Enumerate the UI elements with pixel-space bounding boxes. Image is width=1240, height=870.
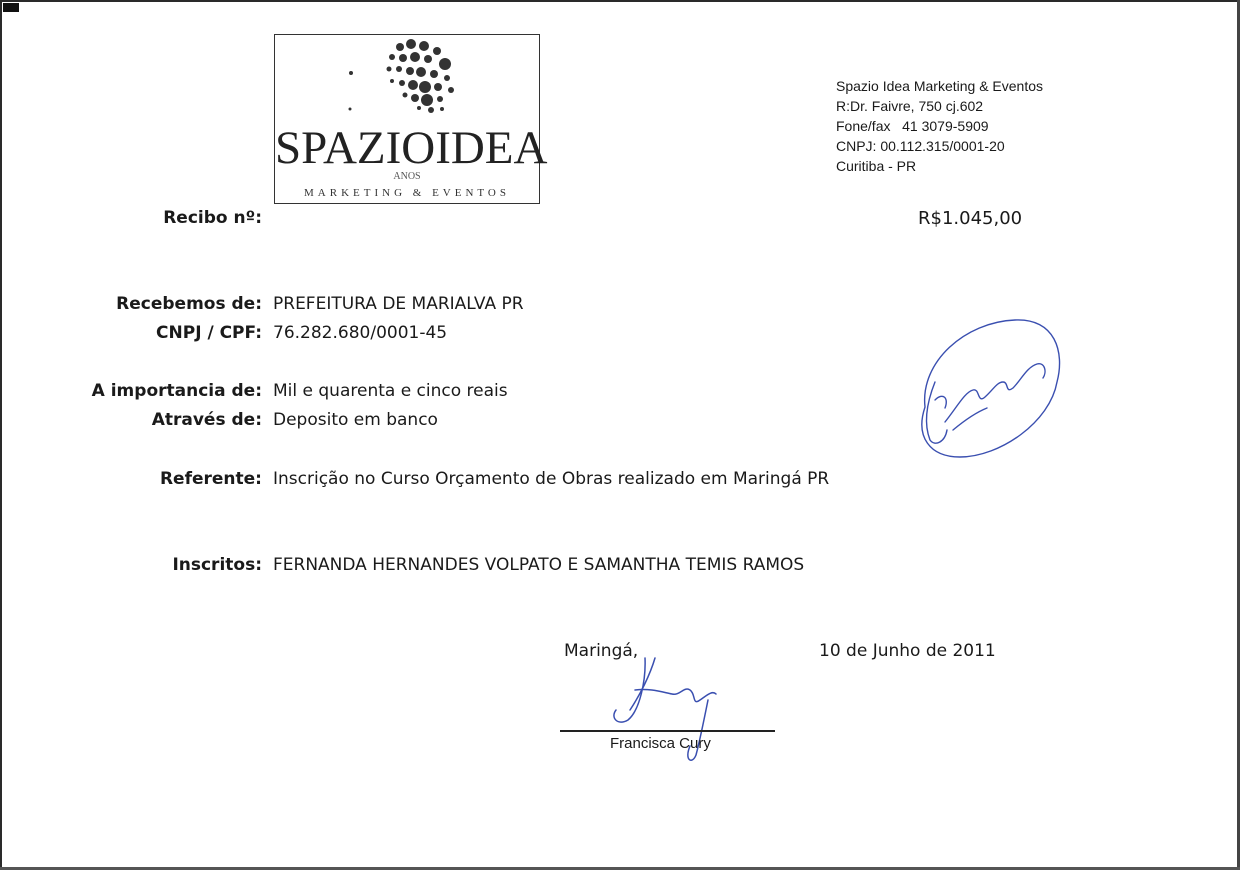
- signature-line: [560, 730, 775, 732]
- company-address: R:Dr. Faivre, 750 cj.602: [836, 98, 984, 114]
- atraves-label: Através de:: [151, 410, 262, 430]
- importancia-value: Mil e quarenta e cinco reais: [273, 381, 508, 401]
- receipt-amount: R$1.045,00: [918, 208, 1023, 229]
- company-info: [836, 76, 1043, 176]
- scan-corner-mark: [3, 3, 19, 12]
- receipt-number-label: Recibo nº:: [163, 208, 262, 228]
- scan-border-top: [0, 0, 1240, 2]
- recebemos-value: PREFEITURA DE MARIALVA PR: [273, 294, 524, 314]
- atraves-value: Deposito em banco: [273, 410, 438, 430]
- blue-initials-stamp: [905, 312, 1070, 467]
- cnpj-label: CNPJ / CPF:: [156, 323, 262, 343]
- signer-name: Francisca Cury: [610, 735, 711, 752]
- inscritos-label: Inscritos:: [172, 555, 262, 575]
- company-logo: [274, 34, 548, 204]
- receipt-date: 10 de Junho de 2011: [819, 641, 996, 661]
- referente-label: Referente:: [159, 469, 262, 489]
- company-name: Spazio Idea Marketing & Eventos: [836, 78, 1044, 94]
- inscritos-value: FERNANDA HERNANDES VOLPATO E SAMANTHA TEMIS RAMOS: [273, 555, 805, 575]
- logo-sub: ANOS: [393, 171, 421, 182]
- logo-wordmark: SPAZIOIDEA: [275, 122, 548, 174]
- company-cnpj: CNPJ: 00.112.315/0001-20: [836, 138, 1005, 154]
- referente-value: Inscrição no Curso Orçamento de Obras realizado em Maringá PR: [273, 469, 830, 489]
- recebemos-label: Recebemos de:: [116, 294, 262, 314]
- cnpj-value: 76.282.680/0001-45: [273, 323, 448, 343]
- company-city: Curitiba - PR: [836, 158, 917, 174]
- logo-tagline: MARKETING & EVENTOS: [304, 187, 510, 199]
- company-phone: Fone/fax 41 3079-5909: [836, 118, 989, 134]
- place-label: Maringá,: [564, 641, 639, 661]
- scan-border-left: [0, 0, 2, 870]
- logo-dots-icon: [345, 37, 475, 127]
- importancia-label: A importancia de:: [91, 381, 262, 401]
